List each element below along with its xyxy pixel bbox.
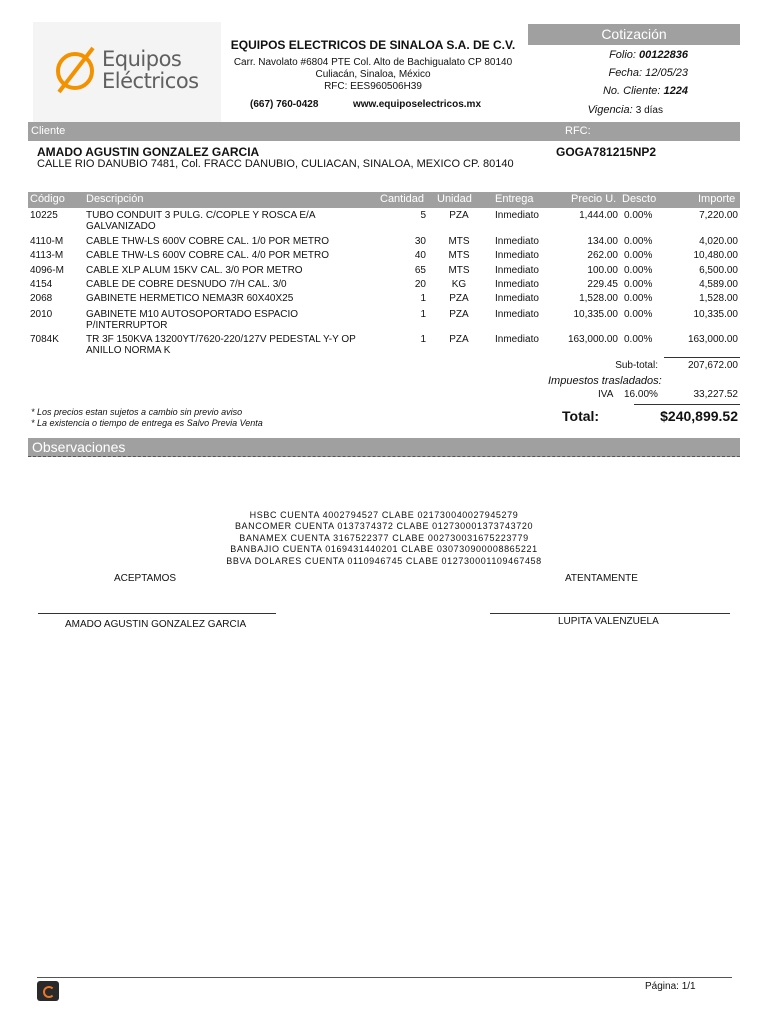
items-table-header <box>28 192 740 208</box>
total-rule <box>634 404 740 405</box>
cell-unit: KG <box>451 279 467 290</box>
cell-delivery: Inmediato <box>495 309 539 320</box>
taxes-label: Impuestos trasladados: <box>548 375 662 387</box>
cell-delivery: Inmediato <box>495 265 539 276</box>
cell-description: CABLE THW-LS 600V COBRE CAL. 1/0 POR METRO <box>86 236 330 247</box>
cell-amount: 7,220.00 <box>699 210 738 221</box>
cell-amount: 4,020.00 <box>699 236 738 247</box>
cell-unit: PZA <box>449 309 469 320</box>
client-name: AMADO AGUSTIN GONZALEZ GARCIA <box>37 145 260 159</box>
cell-unit-price: 1,444.00 <box>579 210 618 221</box>
cell-discount: 0.00% <box>624 334 653 345</box>
bank-account-line: BANBAJIO CUENTA 0169431440201 CLABE 030730900008865221 <box>230 544 538 554</box>
note-availability: * La existencia o tiempo de entrega es Salvo Previa Venta <box>31 418 263 428</box>
cell-code: 2068 <box>30 293 53 304</box>
cell-code: 2010 <box>30 309 53 320</box>
cell-unit: PZA <box>449 210 469 221</box>
quote-title: Cotización <box>528 24 740 45</box>
cell-amount: 4,589.00 <box>699 279 738 290</box>
cell-unit: PZA <box>449 334 469 345</box>
observations-bar <box>28 438 740 457</box>
cell-unit-price: 100.00 <box>587 265 618 276</box>
cell-code: 10225 <box>30 210 58 221</box>
regards-name: LUPITA VALENZUELA <box>558 616 659 627</box>
cell-amount: 163,000.00 <box>687 334 738 345</box>
header-discount: Descto <box>622 193 657 205</box>
accept-signature-line <box>38 613 276 614</box>
subtotal-rule <box>664 357 740 358</box>
header-unit: Unidad <box>437 193 472 205</box>
cell-unit-price: 10,335.00 <box>573 309 618 320</box>
cell-unit-price: 229.45 <box>587 279 618 290</box>
iva-value: 33,227.52 <box>693 389 738 400</box>
total-value: $240,899.52 <box>660 408 738 424</box>
cell-quantity: 30 <box>414 236 426 247</box>
cell-delivery: Inmediato <box>495 293 539 304</box>
company-rfc: RFC: EES960506H39 <box>324 81 422 92</box>
client-rfc-label: RFC: <box>565 125 591 137</box>
cell-unit-price: 1,528.00 <box>579 293 618 304</box>
header-amount: Importe <box>698 193 736 205</box>
cell-discount: 0.00% <box>624 250 653 261</box>
logo-wordmark <box>102 48 199 92</box>
note-prices: * Los precios estan sujetos a cambio sin previo aviso <box>31 407 243 417</box>
cell-description: TUBO CONDUIT 3 PULG. C/COPLE Y ROSCA E/A GALVANIZADO <box>86 210 315 232</box>
app-logo-icon <box>37 981 59 1001</box>
cell-discount: 0.00% <box>624 210 653 221</box>
date-label: Fecha: <box>608 67 643 79</box>
cell-code: 4096-M <box>30 265 64 276</box>
regards-label: ATENTAMENTE <box>565 573 638 584</box>
cell-quantity: 65 <box>414 265 426 276</box>
bank-account-line: HSBC CUENTA 4002794527 CLABE 021730040027945279 <box>249 510 519 520</box>
observations-label: Observaciones <box>32 439 126 455</box>
address-line-2: Culiacán, Sinaloa, México <box>315 69 431 80</box>
cell-code: 4110-M <box>30 236 64 247</box>
logo-text-line1: Equipos <box>102 47 182 71</box>
footer-rule <box>37 977 732 978</box>
cell-delivery: Inmediato <box>495 210 539 221</box>
regards-signature-line <box>490 613 730 614</box>
cell-description: CABLE DE COBRE DESNUDO 7/H CAL. 3/0 <box>86 279 287 290</box>
cell-code: 7084K <box>30 334 59 345</box>
cell-quantity: 5 <box>420 210 426 221</box>
iva-rate: 16.00% <box>624 389 658 400</box>
cell-unit: MTS <box>448 236 470 247</box>
total-label: Total: <box>562 408 600 424</box>
cell-delivery: Inmediato <box>495 334 539 345</box>
cell-unit: PZA <box>449 293 469 304</box>
validity-label: Vigencia: <box>587 104 633 116</box>
lightning-logo-icon <box>53 46 97 96</box>
company-address <box>218 57 528 93</box>
header-unit-price: Precio U. <box>571 193 617 205</box>
validity-row <box>528 104 663 116</box>
bank-account-line: BANCOMER CUENTA 0137374372 CLABE 012730001373743720 <box>234 521 534 531</box>
cell-code: 4113-M <box>30 250 64 261</box>
cell-amount: 6,500.00 <box>699 265 738 276</box>
cell-description: CABLE THW-LS 600V COBRE CAL. 4/0 POR METRO <box>86 250 330 261</box>
cell-amount: 10,480.00 <box>693 250 738 261</box>
client-rfc: GOGA781215NP2 <box>556 145 657 159</box>
cell-discount: 0.00% <box>624 309 653 320</box>
cell-unit: MTS <box>448 250 470 261</box>
folio-value: 00122836 <box>639 49 688 61</box>
cell-quantity: 40 <box>414 250 426 261</box>
cell-unit-price: 262.00 <box>587 250 618 261</box>
cell-description: TR 3F 150KVA 13200YT/7620-220/127V PEDESTAL Y-Y OP ANILLO NORMA K <box>86 334 356 356</box>
client-section-label: Cliente <box>31 125 66 137</box>
cell-unit-price: 163,000.00 <box>567 334 618 345</box>
header-quantity: Cantidad <box>380 193 425 205</box>
cell-discount: 0.00% <box>624 236 653 247</box>
accept-name: AMADO AGUSTIN GONZALEZ GARCIA <box>65 619 247 630</box>
cell-discount: 0.00% <box>624 265 653 276</box>
cell-quantity: 20 <box>414 279 426 290</box>
date-value: 12/05/23 <box>645 67 688 79</box>
cell-quantity: 1 <box>420 309 426 320</box>
cell-code: 4154 <box>30 279 53 290</box>
header-delivery: Entrega <box>495 193 534 205</box>
cell-unit-price: 134.00 <box>587 236 618 247</box>
folio-row <box>528 49 688 61</box>
header-description: Descripción <box>86 193 144 205</box>
iva-label: IVA <box>598 389 614 400</box>
cell-description: GABINETE M10 AUTOSOPORTADO ESPACIO P/INTERRUPTOR <box>86 309 299 331</box>
validity-value: 3 días <box>635 105 663 116</box>
cell-unit: MTS <box>448 265 470 276</box>
company-name: EQUIPOS ELECTRICOS DE SINALOA S.A. DE C.V. <box>230 38 516 52</box>
client-address: CALLE RIO DANUBIO 7481, Col. FRACC DANUBIO, CULIACAN, SINALOA, MEXICO CP. 80140 <box>37 158 514 170</box>
address-line-1: Carr. Navolato #6804 PTE Col. Alto de Bachigualato CP 80140 <box>233 57 513 68</box>
cell-description: GABINETE HERMETICO NEMA3R 60X40X25 <box>86 293 294 304</box>
client-no-row <box>528 85 688 97</box>
folio-label: Folio: <box>609 49 636 61</box>
cell-delivery: Inmediato <box>495 250 539 261</box>
company-phone: (667) 760-0428 <box>250 99 319 110</box>
date-row <box>528 67 688 79</box>
subtotal-value: 207,672.00 <box>687 360 738 371</box>
cell-delivery: Inmediato <box>495 236 539 247</box>
bank-account-line: BBVA DOLARES CUENTA 0110946745 CLABE 012730001109467458 <box>226 556 542 566</box>
cell-discount: 0.00% <box>624 279 653 290</box>
header-code: Código <box>30 193 65 205</box>
client-no-value: 1224 <box>663 85 688 97</box>
company-website: www.equiposelectricos.mx <box>353 99 482 110</box>
cell-quantity: 1 <box>420 293 426 304</box>
client-no-label: No. Cliente: <box>602 85 661 97</box>
cell-description: CABLE XLP ALUM 15KV CAL. 3/0 POR METRO <box>86 265 303 276</box>
cell-amount: 10,335.00 <box>693 309 738 320</box>
page-number: Página: 1/1 <box>645 981 696 992</box>
subtotal-label: Sub-total: <box>615 360 658 371</box>
cell-discount: 0.00% <box>624 293 653 304</box>
logo-text-line2: Eléctricos <box>102 69 199 93</box>
accept-label: ACEPTAMOS <box>114 573 177 584</box>
cell-amount: 1,528.00 <box>699 293 738 304</box>
client-section-bar <box>28 122 740 141</box>
cell-delivery: Inmediato <box>495 279 539 290</box>
cell-quantity: 1 <box>420 334 426 345</box>
bank-account-line: BANAMEX CUENTA 3167522377 CLABE 002730031675223779 <box>239 533 529 543</box>
